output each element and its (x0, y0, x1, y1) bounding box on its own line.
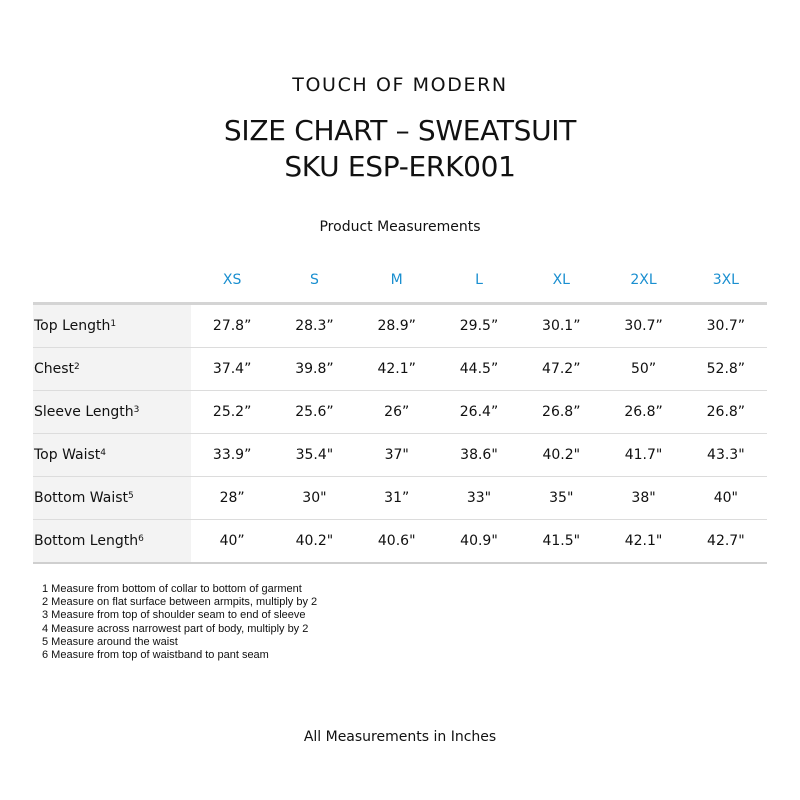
table-cell: 40" (685, 477, 767, 520)
table-row (33, 520, 767, 564)
table-cell: 26.4” (438, 391, 520, 434)
header-size-l: L (438, 258, 520, 304)
table-row (33, 477, 767, 520)
row-label (33, 434, 191, 477)
row-label (33, 391, 191, 434)
table-cell: 52.8” (685, 348, 767, 391)
table-cell: 35" (520, 477, 602, 520)
row-label (33, 304, 191, 348)
table-row (33, 434, 767, 477)
header-size-xl: XL (520, 258, 602, 304)
units-footer: All Measurements in Inches (303, 729, 497, 745)
row-label-text: Chest (34, 361, 75, 377)
table-row (33, 348, 767, 391)
footnote-line: 2 Measure on flat surface between armpits, multiply by 2 (42, 596, 318, 609)
table-cell: 42.1" (602, 520, 684, 564)
table-cell: 40.9" (438, 520, 520, 564)
table-cell: 26.8” (685, 391, 767, 434)
table-cell: 39.8” (273, 348, 355, 391)
brand-logo: TOUCH OF MODERN (292, 74, 508, 96)
page-title: SIZE CHART – SWEATSUIT (223, 114, 577, 147)
table-cell: 38.6" (438, 434, 520, 477)
table-cell: 30.7” (685, 304, 767, 348)
table-cell: 37.4” (191, 348, 273, 391)
table-cell: 37" (356, 434, 438, 477)
table-cell: 42.7" (685, 520, 767, 564)
table-cell: 43.3" (685, 434, 767, 477)
table-cell: 28.3” (273, 304, 355, 348)
table-cell: 33.9” (191, 434, 273, 477)
row-label (33, 477, 191, 520)
footnote-marker: 6 (138, 534, 144, 544)
table-cell: 40.2" (273, 520, 355, 564)
row-label-text: Top Length (34, 318, 111, 334)
section-subtitle: Product Measurements (319, 219, 481, 235)
table-cell: 28” (191, 477, 273, 520)
footnote-line: 3 Measure from top of shoulder seam to end of sleeve (42, 609, 306, 622)
table-cell: 40.6" (356, 520, 438, 564)
sku-title: SKU ESP-ERK001 (284, 150, 516, 183)
table-cell: 25.2” (191, 391, 273, 434)
row-label (33, 348, 191, 391)
header-size-s: S (273, 258, 355, 304)
table-cell: 38" (602, 477, 684, 520)
footnote-line: 6 Measure from top of waistband to pant seam (42, 649, 269, 662)
table-cell: 27.8” (191, 304, 273, 348)
row-label-text: Top Waist (34, 447, 101, 463)
table-row (33, 391, 767, 434)
table-cell: 41.7" (602, 434, 684, 477)
footnote-marker: 2 (74, 362, 80, 372)
footnote-marker: 1 (110, 319, 117, 329)
table-cell: 26” (356, 391, 438, 434)
footnote-line: 4 Measure across narrowest part of body, multiply by 2 (42, 622, 309, 635)
table-cell: 31” (356, 477, 438, 520)
header-size-xs: XS (191, 258, 273, 304)
table-cell: 30.7” (602, 304, 684, 348)
footnotes (42, 583, 317, 662)
footnote-marker: 3 (133, 405, 140, 415)
table-row (33, 304, 767, 348)
footnote-line: 1 Measure from bottom of collar to bottom of garment (42, 583, 302, 595)
table-cell: 30" (273, 477, 355, 520)
table-cell: 33" (438, 477, 520, 520)
table-cell: 35.4" (273, 434, 355, 477)
table-cell: 26.8” (520, 391, 602, 434)
table-cell: 40” (191, 520, 273, 564)
table-cell: 47.2” (520, 348, 602, 391)
header-size-m: M (356, 258, 438, 304)
table-cell: 28.9” (356, 304, 438, 348)
header-size-2xl: 2XL (602, 258, 684, 304)
row-label-text: Bottom Length (34, 533, 139, 549)
row-label (33, 520, 191, 564)
header-corner-cell (33, 258, 191, 304)
footnote-line: 5 Measure around the waist (42, 635, 178, 648)
table-cell: 29.5” (438, 304, 520, 348)
table-cell: 50” (602, 348, 684, 391)
footnote-marker: 4 (100, 448, 107, 458)
table-cell: 41.5" (520, 520, 602, 564)
header-size-3xl: 3XL (685, 258, 767, 304)
table-cell: 44.5” (438, 348, 520, 391)
table-cell: 42.1” (356, 348, 438, 391)
row-label-text: Bottom Waist (34, 490, 129, 506)
footnote-marker: 5 (128, 491, 134, 501)
table-header-row (33, 258, 767, 304)
table-cell: 26.8” (602, 391, 684, 434)
table-cell: 25.6” (273, 391, 355, 434)
size-chart-table (33, 258, 767, 564)
row-label-text: Sleeve Length (34, 404, 134, 420)
table-cell: 30.1” (520, 304, 602, 348)
table-cell: 40.2" (520, 434, 602, 477)
